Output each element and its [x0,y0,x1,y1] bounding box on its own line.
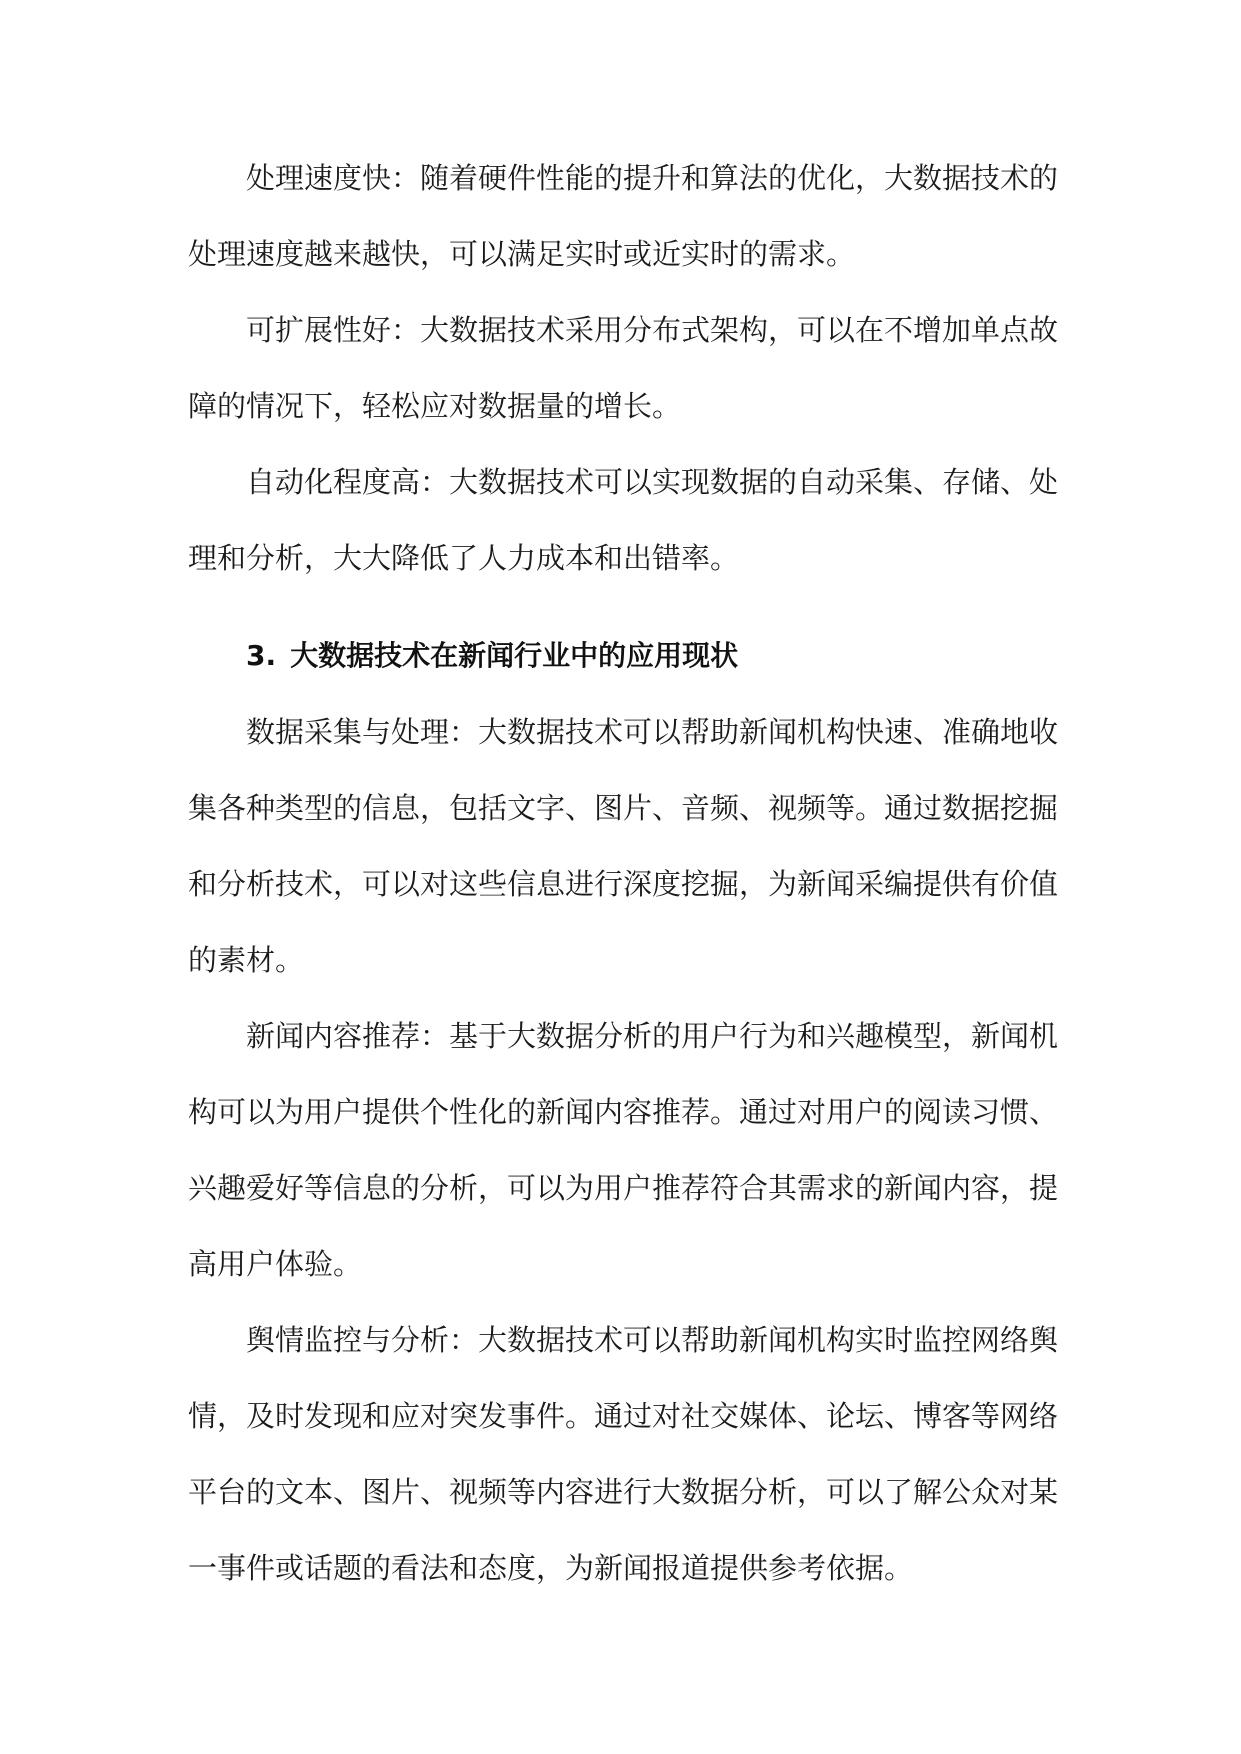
paragraph-content-recommendation: 新闻内容推荐：基于大数据分析的用户行为和兴趣模型，新闻机构可以为用户提供个性化的新闻内容推荐。通过对用户的阅读习惯、兴趣爱好等信息的分析，可以为用户推荐符合其需求的新闻内容，提高用户体验。 [188,1019,1059,1281]
section-title: 大数据技术在新闻行业中的应用现状 [290,639,739,672]
paragraph-automation: 自动化程度高：大数据技术可以实现数据的自动采集、存储、处理和分析，大大降低了人力成本和出错率。 [188,465,1059,575]
paragraph-processing-speed: 处理速度快：随着硬件性能的提升和算法的优化，大数据技术的处理速度越来越快，可以满足实时或近实时的需求。 [188,161,1059,271]
document-body [188,140,1058,1606]
section-number: 3. [246,639,277,672]
paragraph-data-collection: 数据采集与处理：大数据技术可以帮助新闻机构快速、准确地收集各种类型的信息，包括文字、图片、音频、视频等。通过数据挖掘和分析技术，可以对这些信息进行深度挖掘，为新闻采编提供有价值的素材。 [188,715,1059,977]
paragraph-scalability: 可扩展性好：大数据技术采用分布式架构，可以在不增加单点故障的情况下，轻松应对数据量的增长。 [188,313,1059,423]
section-heading [188,618,1058,694]
paragraph-opinion-monitoring: 舆情监控与分析：大数据技术可以帮助新闻机构实时监控网络舆情，及时发现和应对突发事件。通过对社交媒体、论坛、博客等网络平台的文本、图片、视频等内容进行大数据分析，可以了解公众对某一事件或话题的看法和态度，为新闻报道提供参考依据。 [188,1323,1059,1585]
